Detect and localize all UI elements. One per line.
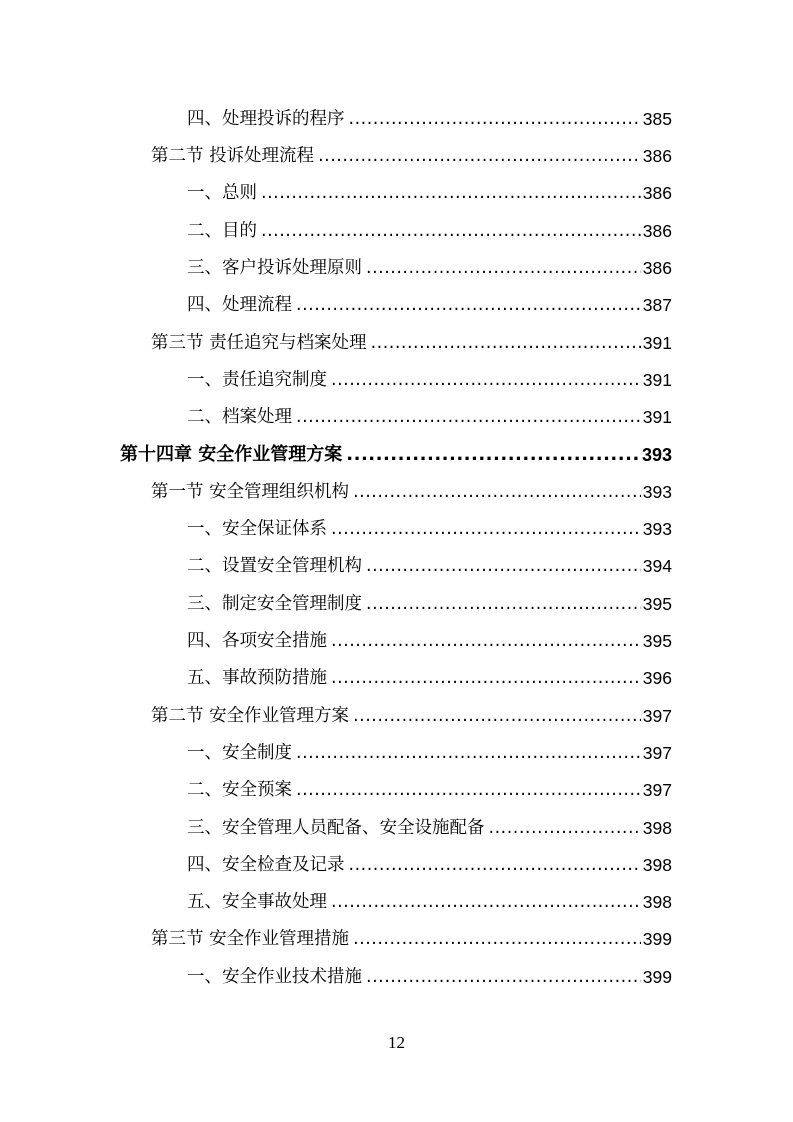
toc-entry-title: 一、安全制度: [187, 742, 292, 763]
toc-entry-page: 385: [642, 108, 672, 129]
toc-entry-page: 399: [642, 966, 672, 987]
toc-entry[interactable]: [0, 623, 793, 660]
toc-entry-page: 393: [642, 481, 672, 502]
toc-dot-leader: [261, 223, 641, 241]
toc-entry-title: 二、档案处理: [187, 407, 292, 428]
toc-entry-page: 386: [642, 220, 672, 241]
toc-dot-leader: [331, 894, 641, 912]
toc-entry[interactable]: [0, 922, 793, 959]
toc-dot-leader: [489, 820, 641, 838]
toc-entry-title: 一、总则: [187, 183, 257, 204]
toc-entry[interactable]: [0, 399, 793, 436]
toc-dot-leader: [371, 335, 641, 353]
toc-entry-page: 398: [642, 817, 672, 838]
toc-dot-leader: [296, 745, 641, 763]
toc-dot-leader: [296, 782, 641, 800]
toc-dot-leader: [261, 185, 641, 203]
toc-entry[interactable]: [0, 698, 793, 735]
toc-dot-leader: [331, 521, 641, 539]
toc-entry[interactable]: [0, 511, 793, 548]
toc-entry-page: 386: [642, 183, 672, 204]
toc-entry-title: 二、目的: [187, 220, 257, 241]
toc-dot-leader: [318, 148, 641, 166]
toc-entry-title: 第三节 安全作业管理措施: [151, 929, 350, 950]
toc-entry-title: 一、安全作业技术措施: [187, 966, 362, 987]
toc-entry-title: 四、各项安全措施: [187, 631, 327, 652]
toc-entry[interactable]: [0, 884, 793, 921]
toc-entry-title: 第二节 安全作业管理方案: [151, 705, 350, 726]
toc-entry-page: 398: [642, 854, 672, 875]
toc-chapter-entry[interactable]: [0, 437, 793, 474]
toc-entry-page: 399: [642, 929, 672, 950]
toc-dot-leader: [349, 111, 641, 129]
toc-entry[interactable]: [0, 847, 793, 884]
toc-entry-page: 397: [642, 705, 672, 726]
toc-entry-title: 二、安全预案: [187, 780, 292, 801]
toc-dot-leader: [349, 857, 641, 875]
toc-entry-title: 一、责任追究制度: [187, 369, 327, 390]
table-of-contents: [0, 101, 793, 996]
toc-entry[interactable]: [0, 325, 793, 362]
toc-dot-leader: [346, 446, 640, 464]
toc-dot-leader: [366, 969, 641, 987]
toc-entry-page: 386: [642, 146, 672, 167]
toc-entry-page: 391: [642, 407, 672, 428]
toc-entry[interactable]: [0, 735, 793, 772]
toc-entry-page: 394: [642, 556, 672, 577]
toc-entry-page: 393: [642, 519, 672, 540]
toc-entry-title: 三、安全管理人员配备、安全设施配备: [187, 817, 485, 838]
toc-entry-page: 395: [642, 593, 672, 614]
page-number: 12: [388, 1033, 405, 1052]
toc-entry-page: 398: [642, 892, 672, 913]
toc-entry-page: 396: [642, 668, 672, 689]
toc-entry-page: 397: [642, 742, 672, 763]
toc-entry[interactable]: [0, 586, 793, 623]
toc-entry[interactable]: [0, 213, 793, 250]
toc-entry-title: 一、安全保证体系: [187, 519, 327, 540]
toc-entry-title: 三、客户投诉处理原则: [187, 258, 362, 279]
toc-dot-leader: [331, 670, 641, 688]
toc-entry-title: 四、处理流程: [187, 295, 292, 316]
toc-entry-title: 四、安全检查及记录: [187, 854, 345, 875]
toc-entry-title: 四、处理投诉的程序: [187, 108, 345, 129]
toc-dot-leader: [331, 633, 641, 651]
toc-entry[interactable]: [0, 176, 793, 213]
toc-entry[interactable]: [0, 250, 793, 287]
toc-dot-leader: [296, 409, 641, 427]
toc-dot-leader: [353, 708, 641, 726]
toc-dot-leader: [366, 260, 641, 278]
toc-dot-leader: [366, 596, 641, 614]
toc-entry[interactable]: [0, 810, 793, 847]
toc-entry-page: 387: [642, 295, 672, 316]
toc-entry-page: 397: [642, 780, 672, 801]
toc-entry[interactable]: [0, 287, 793, 324]
toc-entry[interactable]: [0, 101, 793, 138]
toc-entry-page: 391: [642, 332, 672, 353]
toc-entry[interactable]: [0, 138, 793, 175]
toc-entry-page: 393: [641, 445, 672, 466]
toc-entry-page: 395: [642, 631, 672, 652]
toc-entry-title: 第三节 责任追究与档案处理: [151, 332, 367, 353]
toc-entry-page: 386: [642, 258, 672, 279]
toc-dot-leader: [366, 558, 641, 576]
toc-dot-leader: [353, 931, 641, 949]
toc-entry-title: 第二节 投诉处理流程: [151, 146, 315, 167]
toc-entry-title: 五、事故预防措施: [187, 668, 327, 689]
toc-entry-title: 五、安全事故处理: [187, 892, 327, 913]
toc-entry-title: 三、制定安全管理制度: [187, 593, 362, 614]
toc-entry[interactable]: [0, 474, 793, 511]
toc-entry-title: 第十四章 安全作业管理方案: [120, 444, 343, 466]
toc-entry-title: 第一节 安全管理组织机构: [151, 481, 350, 502]
toc-entry[interactable]: [0, 772, 793, 809]
toc-entry-title: 二、设置安全管理机构: [187, 556, 362, 577]
toc-entry-page: 391: [642, 369, 672, 390]
toc-entry[interactable]: [0, 660, 793, 697]
toc-dot-leader: [296, 297, 641, 315]
toc-entry[interactable]: [0, 362, 793, 399]
toc-dot-leader: [353, 484, 641, 502]
toc-dot-leader: [331, 372, 641, 390]
toc-entry[interactable]: [0, 549, 793, 586]
toc-entry[interactable]: [0, 959, 793, 996]
